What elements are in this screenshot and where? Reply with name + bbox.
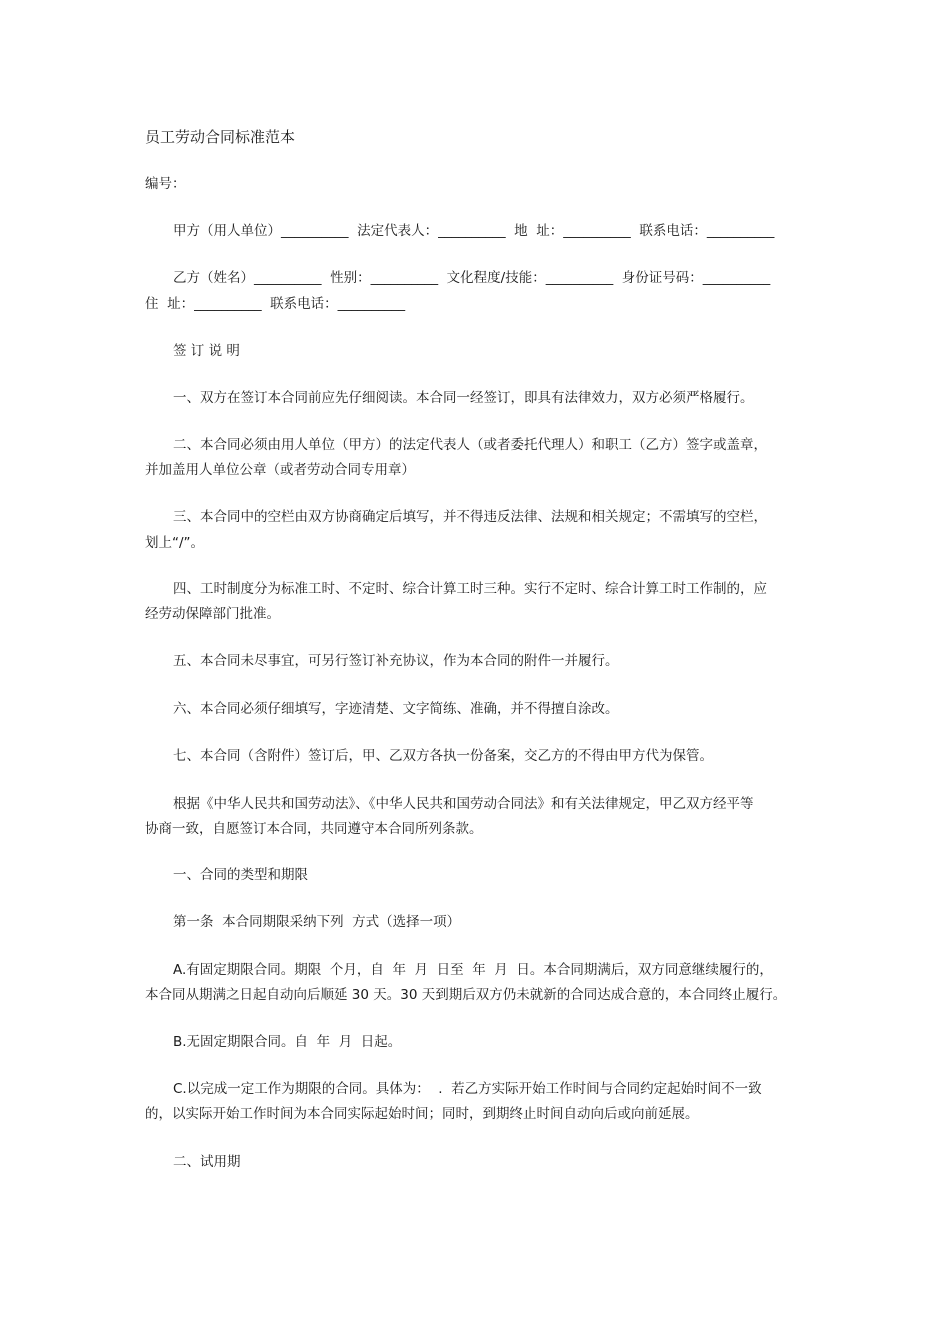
- party-b-line-2: 住 址：__________ 联系电话：__________: [145, 296, 406, 312]
- legal-basis-line-2: 协商一致，自愿签订本合同，共同遵守本合同所列条款。: [145, 821, 483, 837]
- note-6: 六、本合同必须仔细填写，字迹清楚、文字简练、准确，并不得擅自涂改。: [173, 701, 619, 717]
- note-1: 一、双方在签订本合同前应先仔细阅读。本合同一经签订，即具有法律效力，双方必须严格履行。: [173, 390, 754, 406]
- note-3-line-1: 三、本合同中的空栏由双方协商确定后填写，并不得违反法律、法规和相关规定；不需填写的空栏，: [173, 509, 767, 525]
- document-title: 员工劳动合同标准范本: [145, 128, 296, 146]
- note-2-line-1: 二、本合同必须由用人单位（甲方）的法定代表人（或者委托代理人）和职工（乙方）签字或盖章，: [173, 437, 767, 453]
- note-3-line-2: 划上“/”。: [145, 535, 205, 551]
- legal-basis-line-1: 根据《中华人民共和国劳动法》、《中华人民共和国劳动合同法》和有关法律规定，甲乙双方经平等: [173, 796, 754, 812]
- section-1-heading: 一、合同的类型和期限: [173, 867, 308, 883]
- signing-instructions-heading: 签 订 说 明: [173, 343, 240, 359]
- contract-number-label: 编号：: [145, 176, 186, 192]
- article-1: 第一条 本合同期限采纳下列 方式（选择一项）: [173, 914, 461, 930]
- note-5: 五、本合同未尽事宜，可另行签订补充协议，作为本合同的附件一并履行。: [173, 653, 619, 669]
- party-b-line-1: 乙方（姓名）__________ 性别：__________ 文化程度/技能：__________ 身份证号码：__________: [173, 270, 771, 286]
- option-b: B.无固定期限合同。自 年 月 日起。: [173, 1034, 402, 1050]
- section-2-heading: 二、试用期: [173, 1154, 241, 1170]
- note-2-line-2: 并加盖用人单位公章（或者劳动合同专用章）: [145, 462, 415, 478]
- note-4-line-1: 四、工时制度分为标准工时、不定时、综合计算工时三种。实行不定时、综合计算工时工作制的，应: [173, 581, 767, 597]
- option-a-line-2: 本合同从期满之日起自动向后顺延 30 天。30 天到期后双方仍未就新的合同达成合意的，本合同终止履行。: [145, 987, 787, 1003]
- note-7: 七、本合同（含附件）签订后，甲、乙双方各执一份备案，交乙方的不得由甲方代为保管。: [173, 748, 713, 764]
- option-c-line-2: 的，以实际开始工作时间为本合同实际起始时间；同时，到期终止时间自动向后或向前延展。: [145, 1106, 699, 1122]
- note-4-line-2: 经劳动保障部门批准。: [145, 606, 280, 622]
- option-c-line-1: C.以完成一定工作为期限的合同。具体为： . 若乙方实际开始工作时间与合同约定起始时间不一致: [173, 1081, 762, 1097]
- option-a-line-1: A.有固定期限合同。期限 个月，自 年 月 日至 年 月 日。本合同期满后，双方同意继续履行的，: [173, 962, 773, 978]
- party-a-line: 甲方（用人单位）__________ 法定代表人：__________ 地 址：__________ 联系电话：__________: [173, 223, 775, 239]
